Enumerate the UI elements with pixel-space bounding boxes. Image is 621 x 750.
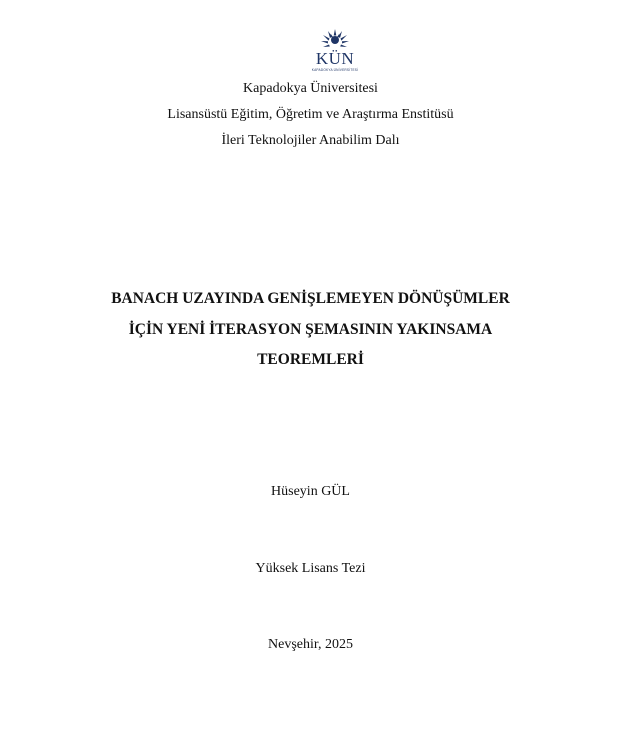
logo-subtext: KAPADOKYA ÜNİVERSİTESİ xyxy=(311,68,359,72)
department-name: İleri Teknolojiler Anabilim Dalı xyxy=(221,133,400,148)
university-name: Kapadokya Üniversitesi xyxy=(243,81,378,96)
thesis-title-line-1: BANACH UZAYINDA GENİŞLEMEYEN DÖNÜŞÜMLER xyxy=(111,290,510,307)
author-name: Hüseyin GÜL xyxy=(271,484,350,499)
university-logo xyxy=(309,28,361,76)
logo-wordmark: KÜN xyxy=(315,49,355,68)
thesis-title-line-3: TEOREMLERİ xyxy=(257,351,364,368)
institute-name: Lisansüstü Eğitim, Öğretim ve Araştırma Enstitüsü xyxy=(167,107,454,122)
thesis-title-line-2: İÇİN YENİ İTERASYON ŞEMASININ YAKINSAMA xyxy=(128,321,493,338)
degree-type: Yüksek Lisans Tezi xyxy=(255,561,366,576)
place-and-year: Nevşehir, 2025 xyxy=(268,637,353,652)
